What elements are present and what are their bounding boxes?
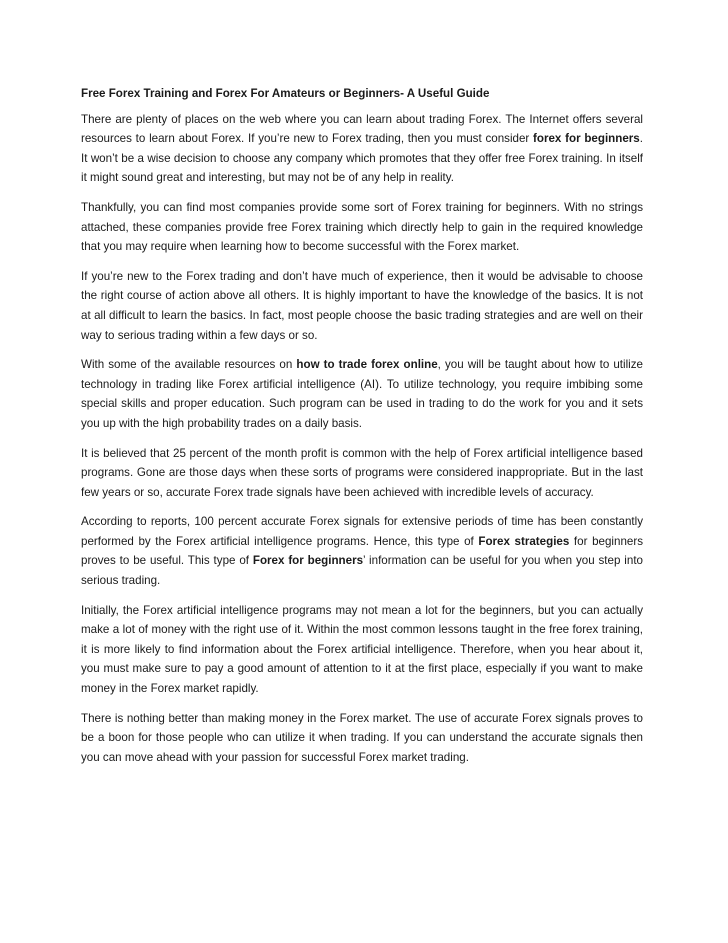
paragraph — [81, 512, 643, 590]
bold-phrase: forex for beginners — [533, 132, 640, 146]
text-run: . It won’t be a wise decision to choose any company which promotes that they offer free Forex training. In itself it might sound great and interesting, but may not be of any help in reality. — [81, 132, 643, 185]
paragraph — [81, 444, 643, 503]
text-run: According to reports, 100 percent accurate Forex signals for extensive periods of time has been constantly performed by the Forex artificial intelligence programs. Hence, this type of — [81, 515, 643, 548]
paragraph — [81, 198, 643, 257]
paragraph — [81, 110, 643, 188]
text-run: It is believed that 25 percent of the month profit is common with the help of Forex artificial intelligence based programs. Gone are those days when these sorts of programs were considered inappropriate. But in the last few years or so, accurate Forex trade signals have been achieved with incredible levels of accuracy. — [81, 446, 643, 499]
paragraph — [81, 709, 643, 768]
bold-phrase: Forex for beginners — [252, 554, 364, 568]
text-run: Initially, the Forex artificial intelligence programs may not mean a lot for the beginners, but you can actually make a lot of money with the right use of it. Within the most common lessons taught in the free forex training, it is more likely to find information about the Forex artificial intelligence. Therefore, when you hear about it, you must make sure to pay a good amount of attention to it at the first place, especially if you want to make money in the Forex market rapidly. — [81, 603, 643, 696]
text-run: ’ information can be useful for you when you step into serious trading. — [81, 554, 643, 588]
text-run: for beginners proves to be useful. This type of — [81, 534, 643, 568]
text-run: , you will be taught about how to utilize technology in trading like Forex artificial intelligence (AI). To utilize technology, you require imbibing some special skills and proper education. Such program can be used in trading to do the work for you and it sets you up with the high probability trades on a daily basis. — [81, 358, 643, 430]
text-run: With some of the available resources on — [81, 358, 297, 372]
bold-phrase: how to trade forex online — [296, 358, 438, 372]
paragraph — [81, 601, 643, 699]
text-run: There is nothing better than making money in the Forex market. The use of accurate Forex signals proves to be a boon for those people who can utilize it when trading. If you can understand the accurate signals then you can move ahead with your passion for successful Forex market trading. — [81, 711, 643, 764]
paragraph — [81, 267, 643, 345]
bold-phrase: Forex strategies — [478, 534, 570, 548]
document-body — [81, 110, 643, 768]
paragraph — [81, 355, 643, 433]
document-page — [81, 84, 643, 777]
text-run: Thankfully, you can find most companies provide some sort of Forex training for beginners. With no strings attached, these companies provide free Forex training which directly help to gain in the required knowledge that you may require when learning how to become successful with the Forex market. — [81, 200, 643, 254]
document-title: Free Forex Training and Forex For Amateurs or Beginners- A Useful Guide — [81, 87, 490, 100]
text-run: If you’re new to the Forex trading and don’t have much of experience, then it would be advisable to choose the right course of action above all others. It is highly important to have the knowledge of the basics. It is not at all difficult to learn the basics. In fact, most people choose the basic trading strategies and are well on their way to serious trading within a few days or so. — [81, 269, 643, 342]
text-run: There are plenty of places on the web where you can learn about trading Forex. The Internet offers several resources to learn about Forex. If you’re new to Forex trading, then you must consider — [81, 112, 643, 146]
